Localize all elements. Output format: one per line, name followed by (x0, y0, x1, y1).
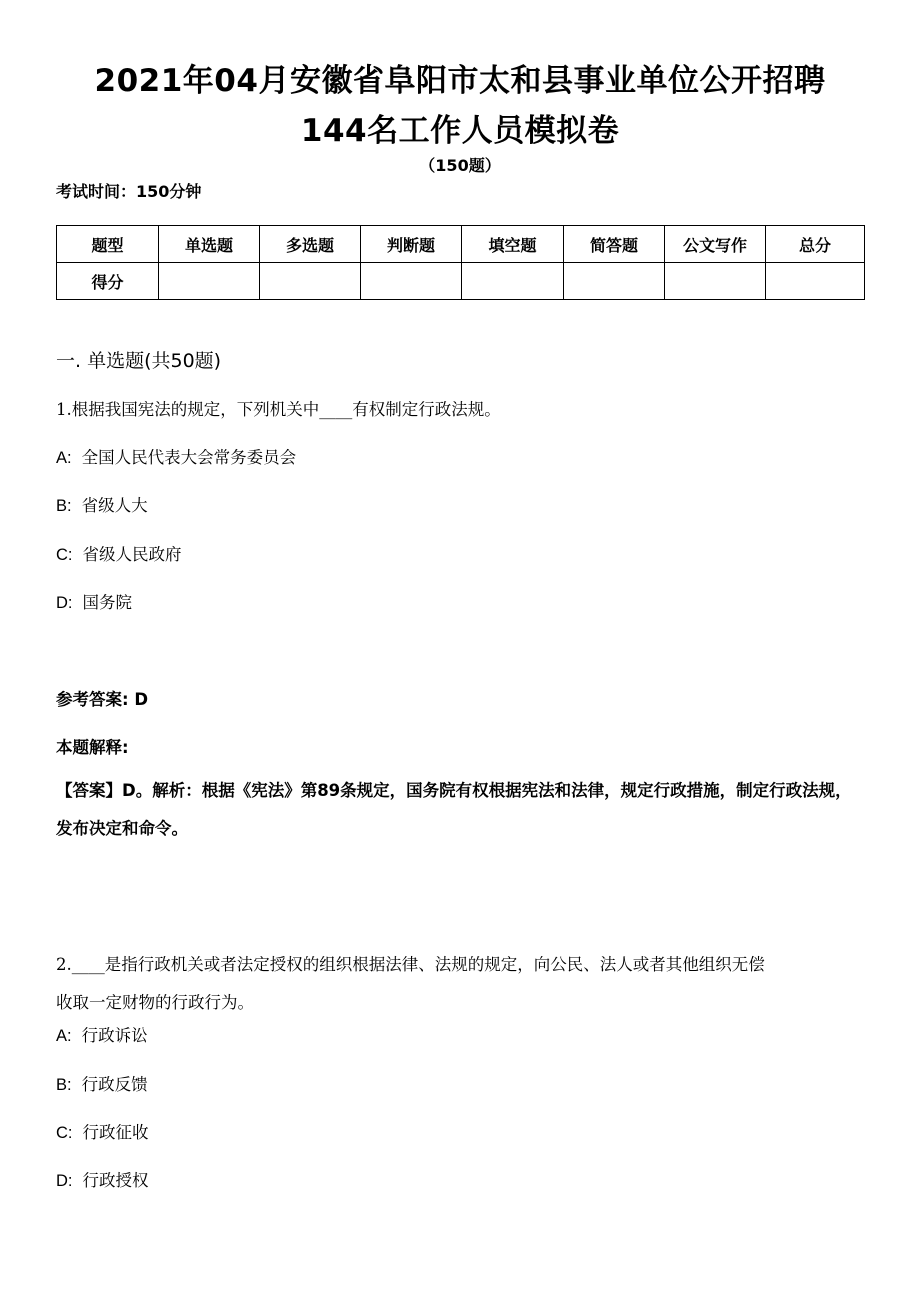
question-2-stem-line1: 2.____是指行政机关或者法定授权的组织根据法律、法规的规定，向公民、法人或者其他组织无偿 (56, 955, 765, 974)
option-text: 行政诉讼 (81, 1026, 148, 1045)
score-cell (361, 263, 462, 300)
question-1-option-a (56, 444, 296, 468)
header-cell: 判断题 (361, 226, 462, 263)
option-label: C: (56, 1124, 73, 1142)
option-text: 全国人民代表大会常务委员会 (81, 448, 297, 467)
question-1-option-b (56, 492, 148, 516)
option-label: A: (56, 1027, 72, 1045)
header-cell: 单选题 (159, 226, 260, 263)
option-text: 国务院 (82, 593, 132, 612)
question-count: （150题） (419, 156, 501, 175)
header-cell: 填空题 (462, 226, 564, 263)
score-cell (462, 263, 564, 300)
question-1-explanation-label: 本题解释: (56, 738, 129, 757)
header-cell: 总分 (766, 226, 865, 263)
score-table (56, 225, 865, 300)
question-1-answer: 参考答案: D (56, 690, 149, 709)
score-cell (260, 263, 361, 300)
question-1-explanation: 【答案】D。解析：根据《宪法》第89条规定，国务院有权根据宪法和法律，规定行政措施，制定行政法规，发布决定和命令。 (56, 781, 852, 838)
option-text: 行政征收 (82, 1123, 149, 1142)
header-cell: 公文写作 (665, 226, 766, 263)
question-2-option-a (56, 1022, 148, 1046)
score-cell (766, 263, 865, 300)
score-table-header-row (57, 226, 865, 263)
question-2-option-d (56, 1167, 149, 1191)
document-title-line1: 2021年04月安徽省阜阳市太和县事业单位公开招聘 (94, 63, 826, 99)
header-cell: 简答题 (564, 226, 665, 263)
row-label-cell: 得分 (57, 263, 159, 300)
score-cell (564, 263, 665, 300)
option-text: 省级人大 (81, 496, 148, 515)
score-table-score-row (57, 263, 865, 300)
header-cell: 多选题 (260, 226, 361, 263)
question-2-option-c (56, 1119, 149, 1143)
option-text: 行政授权 (82, 1171, 149, 1190)
question-1-option-d (56, 589, 132, 613)
option-label: D: (56, 1172, 73, 1190)
question-2-option-b (56, 1071, 148, 1095)
option-label: B: (56, 1076, 72, 1094)
question-1-option-c (56, 541, 182, 565)
option-label: B: (56, 497, 72, 515)
exam-time: 考试时间：150分钟 (56, 182, 202, 201)
document-title-line2: 144名工作人员模拟卷 (300, 113, 620, 149)
score-cell (665, 263, 766, 300)
score-cell (159, 263, 260, 300)
section-heading: 一. 单选题(共50题) (56, 350, 222, 372)
option-text: 行政反馈 (81, 1075, 148, 1094)
option-text: 省级人民政府 (82, 545, 182, 564)
option-label: A: (56, 449, 72, 467)
option-label: C: (56, 546, 73, 564)
header-cell: 题型 (57, 226, 159, 263)
option-label: D: (56, 594, 73, 612)
question-1-stem: 1.根据我国宪法的规定，下列机关中____有权制定行政法规。 (56, 400, 501, 419)
question-2-stem-line2: 收取一定财物的行政行为。 (56, 993, 254, 1012)
